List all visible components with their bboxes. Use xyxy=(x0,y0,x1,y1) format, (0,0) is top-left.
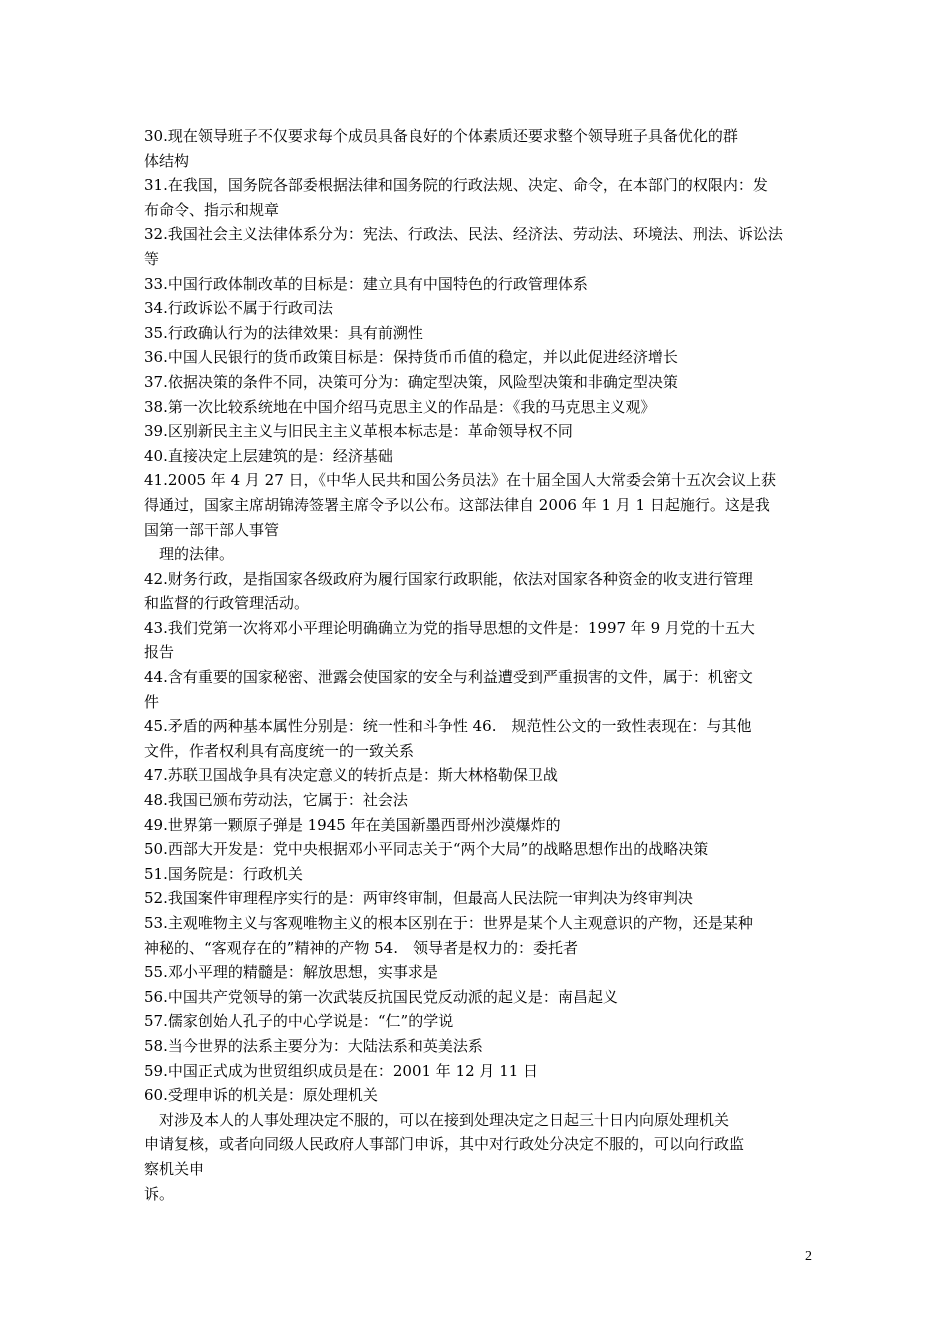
text-line: 35.行政确认行为的法律效果：具有前溯性 xyxy=(144,323,423,342)
text-line: 文件，作者权利具有高度统一的一致关系 xyxy=(144,741,415,760)
text-line: 诉。 xyxy=(144,1184,175,1203)
text-line: 布命令、指示和规章 xyxy=(144,200,280,219)
text-line: 和监督的行政管理活动。 xyxy=(144,594,310,613)
text-line: 理的法律。 xyxy=(159,545,235,564)
text-line: 体结构 xyxy=(144,151,190,170)
text-line: 34.行政诉讼不属于行政司法 xyxy=(144,299,333,318)
text-line: 52.我国案件审理程序实行的是：两审终审制，但最高人民法院一审判决为终审判决 xyxy=(144,889,693,908)
text-line: 41.2005 年 4 月 27 日，《中华人民共和国公务员法》在十届全国人大常委会第十五次会议上获 xyxy=(144,471,777,490)
text-line: 48.我国已颁布劳动法，它属于：社会法 xyxy=(144,791,408,810)
text-line: 60.受理申诉的机关是：原处理机关 xyxy=(144,1086,378,1105)
text-line: 43.我们党第一次将邓小平理论明确确立为党的指导思想的文件是：1997 年 9 月党的十五大 xyxy=(144,618,755,637)
text-line: 59.中国正式成为世贸组织成员是在：2001 年 12 月 11 日 xyxy=(144,1061,539,1080)
text-line: 申请复核，或者向同级人民政府人事部门申诉，其中对行政处分决定不服的，可以向行政监 xyxy=(144,1135,745,1154)
text-line: 件 xyxy=(144,692,160,711)
text-line: 32.我国社会主义法律体系分为：宪法、行政法、民法、经济法、劳动法、环境法、刑法、诉讼法 xyxy=(144,225,783,244)
text-line: 51.国务院是：行政机关 xyxy=(144,864,303,883)
text-line: 42.财务行政，是指国家各级政府为履行国家行政职能，依法对国家各种资金的收支进行管理 xyxy=(144,569,753,588)
text-line: 50.西部大开发是：党中央根据邓小平同志关于“两个大局”的战略思想作出的战略决策 xyxy=(144,840,709,859)
text-line: 察机关申 xyxy=(144,1159,205,1178)
text-line: 47.苏联卫国战争具有决定意义的转折点是：斯大林格勒保卫战 xyxy=(144,766,558,785)
text-line: 33.中国行政体制改革的目标是：建立具有中国特色的行政管理体系 xyxy=(144,274,588,293)
text-line: 30.现在领导班子不仅要求每个成员具备良好的个体素质还要求整个领导班子具备优化的群 xyxy=(144,127,738,145)
text-line: 56.中国共产党领导的第一次武装反抗国民党反动派的起义是：南昌起义 xyxy=(144,987,618,1006)
text-line: 等 xyxy=(144,249,160,268)
text-line: 37.依据决策的条件不同，决策可分为：确定型决策，风险型决策和非确定型决策 xyxy=(144,372,678,391)
page-number: 2 xyxy=(805,1249,812,1264)
text-line: 31.在我国，国务院各部委根据法律和国务院的行政法规、决定、命令，在本部门的权限内：发 xyxy=(144,176,768,195)
document-body xyxy=(144,124,810,1206)
text-line: 58.当今世界的法系主要分为：大陆法系和英美法系 xyxy=(144,1036,483,1055)
text-line: 39.区别新民主主义与旧民主主义革根本标志是：革命领导权不同 xyxy=(144,422,573,441)
text-line: 对涉及本人的人事处理决定不服的，可以在接到处理决定之日起三十日内向原处理机关 xyxy=(159,1110,730,1129)
text-line: 国第一部干部人事管 xyxy=(144,520,280,539)
text-line: 49.世界第一颗原子弹是 1945 年在美国新墨西哥州沙漠爆炸的 xyxy=(144,815,561,834)
text-line: 44.含有重要的国家秘密、泄露会使国家的安全与利益遭受到严重损害的文件，属于：机密文 xyxy=(144,668,753,687)
text-line: 36.中国人民银行的货币政策目标是：保持货币币值的稳定，并以此促进经济增长 xyxy=(144,348,678,367)
text-line: 40.直接决定上层建筑的是：经济基础 xyxy=(144,446,393,465)
text-line: 45.矛盾的两种基本属性分别是：统一性和斗争性 46. 规范性公文的一致性表现在：与其他 xyxy=(144,717,752,736)
text-line: 神秘的、“客观存在的”精神的产物 54. 领导者是权力的：委托者 xyxy=(144,938,578,957)
text-line: 得通过，国家主席胡锦涛签署主席令予以公布。这部法律自 2006 年 1 月 1 日起施行。这是我 xyxy=(144,495,770,514)
text-line: 55.邓小平理的精髓是：解放思想，实事求是 xyxy=(144,963,438,982)
text-line: 38.第一次比较系统地在中国介绍马克思主义的作品是：《我的马克思主义观》 xyxy=(144,397,656,416)
text-line: 57.儒家创始人孔子的中心学说是：“仁”的学说 xyxy=(144,1012,454,1031)
text-line: 报告 xyxy=(144,643,175,662)
text-line: 53.主观唯物主义与客观唯物主义的根本区别在于：世界是某个人主观意识的产物，还是某种 xyxy=(144,914,753,932)
